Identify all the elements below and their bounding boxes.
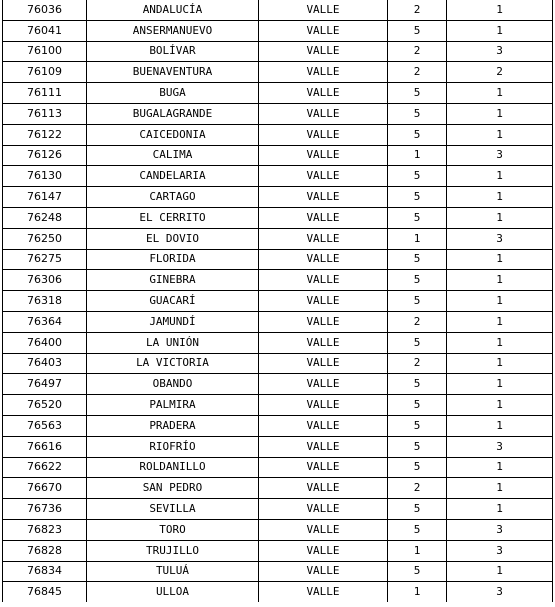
code-cell: 76828 <box>3 540 87 561</box>
department-cell: VALLE <box>259 20 388 41</box>
municipality-cell: CARTAGO <box>87 187 259 208</box>
department-cell: VALLE <box>259 41 388 62</box>
table-row <box>3 249 553 270</box>
value-b-cell: 1 <box>447 478 553 499</box>
value-a-cell: 5 <box>388 20 447 41</box>
code-cell: 76403 <box>3 353 87 374</box>
document-page <box>2 0 552 602</box>
code-cell: 76834 <box>3 561 87 582</box>
value-b-cell: 1 <box>447 207 553 228</box>
table-row <box>3 207 553 228</box>
municipality-cell: CANDELARIA <box>87 166 259 187</box>
value-a-cell: 5 <box>388 415 447 436</box>
value-b-cell: 1 <box>447 20 553 41</box>
municipality-cell: ANSERMANUEVO <box>87 20 259 41</box>
department-cell: VALLE <box>259 519 388 540</box>
department-cell: VALLE <box>259 166 388 187</box>
table-row <box>3 41 553 62</box>
value-a-cell: 2 <box>388 478 447 499</box>
value-b-cell: 1 <box>447 187 553 208</box>
municipality-cell: OBANDO <box>87 374 259 395</box>
table-row <box>3 228 553 249</box>
department-cell: VALLE <box>259 540 388 561</box>
value-a-cell: 5 <box>388 436 447 457</box>
value-b-cell: 3 <box>447 228 553 249</box>
value-b-cell: 1 <box>447 332 553 353</box>
code-cell: 76736 <box>3 499 87 520</box>
value-b-cell: 1 <box>447 291 553 312</box>
department-cell: VALLE <box>259 124 388 145</box>
table-row <box>3 332 553 353</box>
code-cell: 76111 <box>3 83 87 104</box>
department-cell: VALLE <box>259 311 388 332</box>
municipality-cell: ULLOA <box>87 582 259 602</box>
department-cell: VALLE <box>259 187 388 208</box>
code-cell: 76622 <box>3 457 87 478</box>
municipality-cell: BUENAVENTURA <box>87 62 259 83</box>
municipality-cell: PRADERA <box>87 415 259 436</box>
table-row <box>3 62 553 83</box>
value-a-cell: 5 <box>388 103 447 124</box>
code-cell: 76250 <box>3 228 87 249</box>
value-a-cell: 1 <box>388 540 447 561</box>
value-b-cell: 1 <box>447 311 553 332</box>
value-b-cell: 1 <box>447 374 553 395</box>
municipality-cell: ROLDANILLO <box>87 457 259 478</box>
code-cell: 76616 <box>3 436 87 457</box>
department-cell: VALLE <box>259 436 388 457</box>
table-row <box>3 457 553 478</box>
municipalities-table <box>2 0 553 602</box>
code-cell: 76130 <box>3 166 87 187</box>
table-row <box>3 20 553 41</box>
municipality-cell: PALMIRA <box>87 395 259 416</box>
value-b-cell: 1 <box>447 270 553 291</box>
department-cell: VALLE <box>259 62 388 83</box>
code-cell: 76122 <box>3 124 87 145</box>
table-row <box>3 519 553 540</box>
municipality-cell: LA UNIÓN <box>87 332 259 353</box>
value-a-cell: 5 <box>388 187 447 208</box>
value-a-cell: 5 <box>388 457 447 478</box>
code-cell: 76845 <box>3 582 87 602</box>
municipality-cell: EL CERRITO <box>87 207 259 228</box>
municipality-cell: TRUJILLO <box>87 540 259 561</box>
table-row <box>3 0 553 20</box>
municipality-cell: CAICEDONIA <box>87 124 259 145</box>
municipality-cell: BOLÍVAR <box>87 41 259 62</box>
value-b-cell: 3 <box>447 436 553 457</box>
table-row <box>3 187 553 208</box>
department-cell: VALLE <box>259 291 388 312</box>
value-b-cell: 1 <box>447 415 553 436</box>
value-b-cell: 3 <box>447 41 553 62</box>
value-a-cell: 5 <box>388 270 447 291</box>
value-a-cell: 1 <box>388 145 447 166</box>
department-cell: VALLE <box>259 270 388 291</box>
municipality-cell: EL DOVIO <box>87 228 259 249</box>
code-cell: 76147 <box>3 187 87 208</box>
code-cell: 76126 <box>3 145 87 166</box>
table-row <box>3 270 553 291</box>
table-row <box>3 374 553 395</box>
table-row <box>3 499 553 520</box>
value-a-cell: 1 <box>388 582 447 602</box>
value-b-cell: 3 <box>447 145 553 166</box>
value-b-cell: 1 <box>447 499 553 520</box>
municipality-cell: TORO <box>87 519 259 540</box>
code-cell: 76670 <box>3 478 87 499</box>
table-row <box>3 166 553 187</box>
code-cell: 76563 <box>3 415 87 436</box>
value-a-cell: 5 <box>388 83 447 104</box>
table-row <box>3 145 553 166</box>
value-a-cell: 2 <box>388 311 447 332</box>
code-cell: 76497 <box>3 374 87 395</box>
department-cell: VALLE <box>259 353 388 374</box>
value-a-cell: 5 <box>388 332 447 353</box>
value-a-cell: 5 <box>388 499 447 520</box>
department-cell: VALLE <box>259 103 388 124</box>
code-cell: 76036 <box>3 0 87 20</box>
code-cell: 76041 <box>3 20 87 41</box>
value-a-cell: 5 <box>388 249 447 270</box>
municipality-cell: GUACARÍ <box>87 291 259 312</box>
department-cell: VALLE <box>259 395 388 416</box>
table-row <box>3 124 553 145</box>
municipality-cell: CALIMA <box>87 145 259 166</box>
value-b-cell: 1 <box>447 249 553 270</box>
code-cell: 76248 <box>3 207 87 228</box>
municipality-cell: TULUÁ <box>87 561 259 582</box>
value-a-cell: 2 <box>388 0 447 20</box>
value-b-cell: 2 <box>447 62 553 83</box>
value-a-cell: 2 <box>388 41 447 62</box>
table-row <box>3 561 553 582</box>
value-b-cell: 3 <box>447 540 553 561</box>
value-b-cell: 1 <box>447 0 553 20</box>
department-cell: VALLE <box>259 415 388 436</box>
value-b-cell: 1 <box>447 395 553 416</box>
code-cell: 76275 <box>3 249 87 270</box>
department-cell: VALLE <box>259 0 388 20</box>
code-cell: 76109 <box>3 62 87 83</box>
municipality-cell: SEVILLA <box>87 499 259 520</box>
value-b-cell: 1 <box>447 561 553 582</box>
municipality-cell: JAMUNDÍ <box>87 311 259 332</box>
department-cell: VALLE <box>259 228 388 249</box>
department-cell: VALLE <box>259 374 388 395</box>
value-a-cell: 2 <box>388 353 447 374</box>
department-cell: VALLE <box>259 249 388 270</box>
department-cell: VALLE <box>259 332 388 353</box>
department-cell: VALLE <box>259 478 388 499</box>
table-row <box>3 83 553 104</box>
department-cell: VALLE <box>259 145 388 166</box>
municipality-cell: LA VICTORIA <box>87 353 259 374</box>
code-cell: 76400 <box>3 332 87 353</box>
value-b-cell: 1 <box>447 353 553 374</box>
value-b-cell: 1 <box>447 83 553 104</box>
municipality-cell: ANDALUCÍA <box>87 0 259 20</box>
code-cell: 76306 <box>3 270 87 291</box>
municipality-cell: SAN PEDRO <box>87 478 259 499</box>
value-b-cell: 3 <box>447 582 553 602</box>
value-b-cell: 1 <box>447 124 553 145</box>
table-row <box>3 478 553 499</box>
value-b-cell: 1 <box>447 166 553 187</box>
value-a-cell: 5 <box>388 519 447 540</box>
table-row <box>3 311 553 332</box>
department-cell: VALLE <box>259 582 388 602</box>
table-body <box>3 0 553 602</box>
code-cell: 76100 <box>3 41 87 62</box>
code-cell: 76823 <box>3 519 87 540</box>
value-a-cell: 5 <box>388 395 447 416</box>
table-row <box>3 582 553 602</box>
municipality-cell: RIOFRÍO <box>87 436 259 457</box>
value-a-cell: 5 <box>388 291 447 312</box>
value-b-cell: 1 <box>447 103 553 124</box>
table-row <box>3 353 553 374</box>
value-a-cell: 5 <box>388 561 447 582</box>
code-cell: 76520 <box>3 395 87 416</box>
code-cell: 76318 <box>3 291 87 312</box>
municipality-cell: GINEBRA <box>87 270 259 291</box>
table-row <box>3 540 553 561</box>
code-cell: 76364 <box>3 311 87 332</box>
municipality-cell: FLORIDA <box>87 249 259 270</box>
table-row <box>3 103 553 124</box>
value-a-cell: 2 <box>388 62 447 83</box>
value-a-cell: 5 <box>388 124 447 145</box>
table-row <box>3 395 553 416</box>
value-b-cell: 1 <box>447 457 553 478</box>
value-a-cell: 1 <box>388 228 447 249</box>
municipality-cell: BUGA <box>87 83 259 104</box>
department-cell: VALLE <box>259 457 388 478</box>
value-a-cell: 5 <box>388 166 447 187</box>
department-cell: VALLE <box>259 499 388 520</box>
code-cell: 76113 <box>3 103 87 124</box>
value-b-cell: 3 <box>447 519 553 540</box>
value-a-cell: 5 <box>388 374 447 395</box>
department-cell: VALLE <box>259 207 388 228</box>
municipality-cell: BUGALAGRANDE <box>87 103 259 124</box>
table-row <box>3 415 553 436</box>
department-cell: VALLE <box>259 83 388 104</box>
table-row <box>3 291 553 312</box>
value-a-cell: 5 <box>388 207 447 228</box>
department-cell: VALLE <box>259 561 388 582</box>
table-row <box>3 436 553 457</box>
